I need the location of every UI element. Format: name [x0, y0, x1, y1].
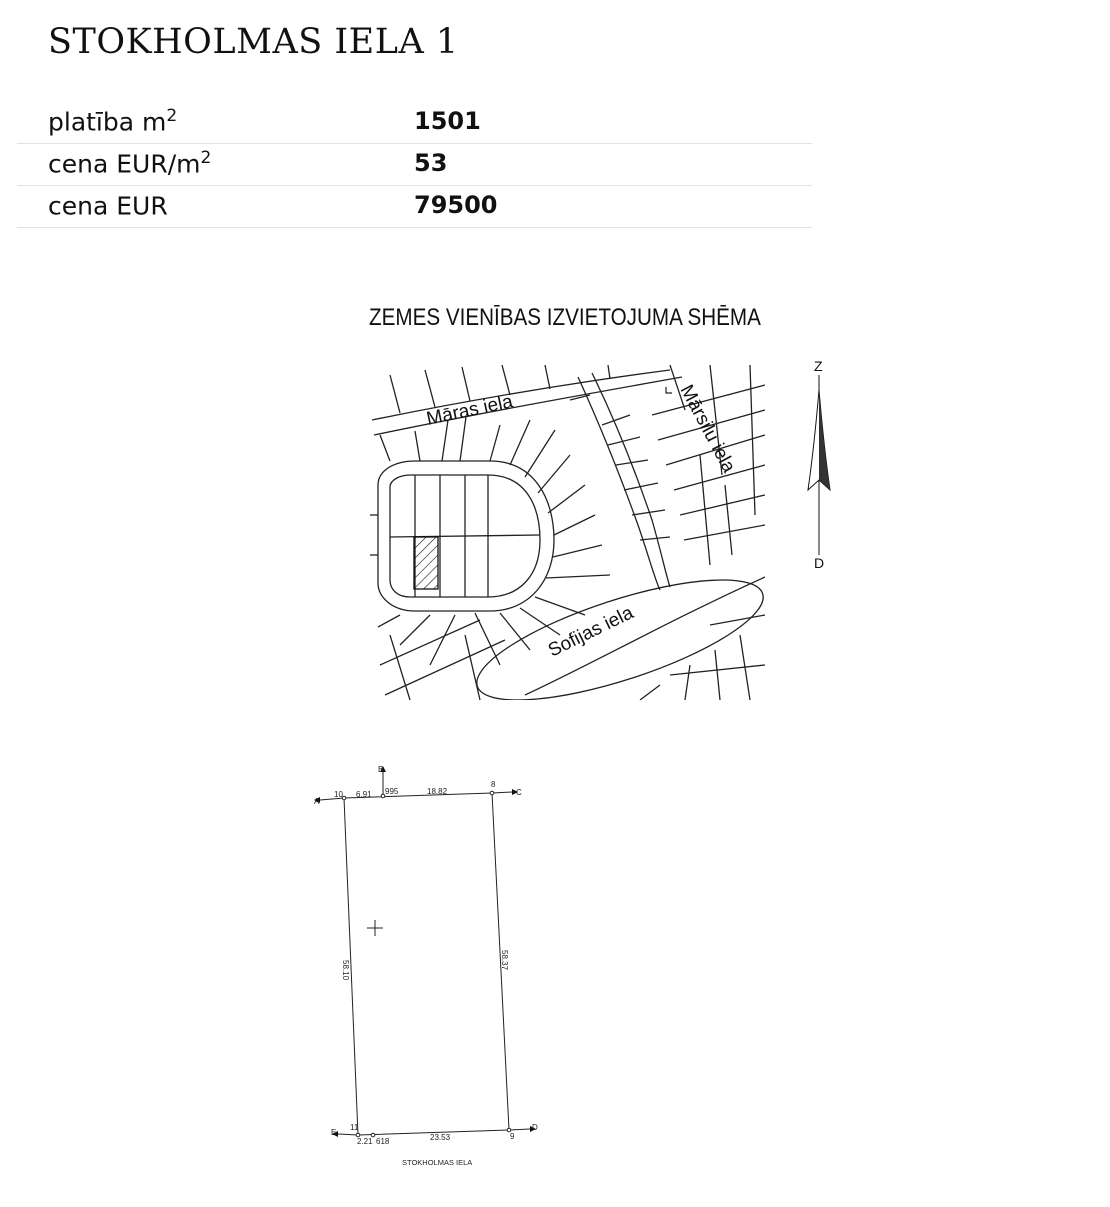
point-label-995: 995 [385, 787, 399, 796]
area-label: platība $m^2$ [48, 106, 178, 137]
compass-icon [800, 355, 840, 575]
point-label-9: 9 [510, 1132, 515, 1141]
compass-south-label: D [814, 555, 825, 571]
dimension-bottom-right: 23.53 [430, 1133, 451, 1142]
price-label: cena EUR [48, 191, 168, 221]
street-label-sofijas: Sofijas iela [544, 602, 637, 662]
direction-label-a: A [314, 797, 320, 806]
area-value: 1501 [414, 107, 481, 135]
direction-label-b: B [378, 765, 384, 774]
direction-label-c: C [516, 788, 522, 797]
price-per-m2-label: cena EUR/$m^2$ [48, 148, 212, 179]
dimension-bottom-left: 2.21 [357, 1137, 373, 1146]
direction-label-d: D [532, 1123, 538, 1132]
plot-street-label: STOKHOLMAS IELA [402, 1158, 473, 1167]
direction-label-e: E [331, 1128, 337, 1137]
compass-north-label: Z [814, 358, 823, 374]
dimension-left: 58.10 [341, 960, 350, 981]
point-label-8: 8 [491, 780, 496, 789]
street-label-marsilu: Mārsilu iela [675, 381, 740, 477]
property-table [17, 102, 812, 228]
plot-plan [310, 760, 560, 1180]
price-per-m2-value: 53 [414, 149, 448, 177]
price-value: 79500 [414, 191, 498, 219]
street-label-maras: Māras iela [424, 391, 515, 430]
table-row [17, 102, 812, 144]
table-row [17, 144, 812, 186]
dimension-top-right: 18.82 [427, 787, 448, 796]
point-label-10: 10 [334, 790, 343, 799]
scheme-title: ZEMES VIENĪBAS IZVIETOJUMA SHĒMA [369, 304, 761, 331]
page-title: STOKHOLMAS IELA 1 [48, 22, 459, 62]
dimension-top-left: 6.91 [356, 790, 372, 799]
table-row [17, 186, 812, 228]
point-label-618: 618 [376, 1137, 390, 1146]
location-map [370, 365, 765, 700]
dimension-right: 58.37 [500, 950, 509, 971]
point-label-11: 11 [350, 1123, 359, 1132]
